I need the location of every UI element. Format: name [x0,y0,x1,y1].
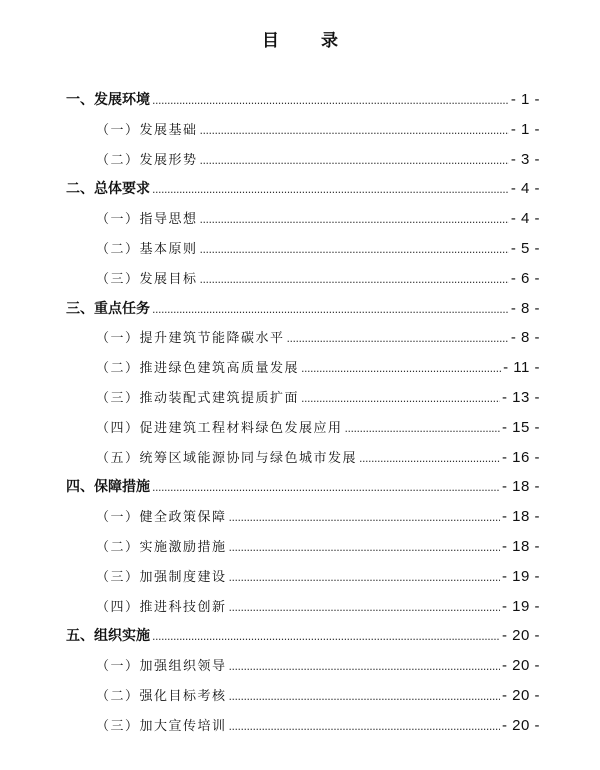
toc-page-number: - 16 - [501,448,540,466]
toc-dot-leader [200,213,509,226]
toc-entry-label: （二）强化目标考核 [96,689,227,704]
toc-page-number: - 19 - [501,567,540,585]
toc-subsection-entry[interactable] [96,268,540,288]
toc-subsection-entry[interactable] [96,149,540,169]
toc-entry-label: 五、组织实施 [66,628,150,645]
toc-subsection-entry[interactable] [96,715,540,735]
toc-page-number: - 18 - [501,538,540,555]
toc-page-number: - 5 - [510,240,540,257]
toc-entry-label: （二）发展形势 [96,152,198,168]
toc-dot-leader [229,511,500,524]
toc-dot-leader [229,601,500,614]
toc-entry-label: 三、重点任务 [66,300,150,317]
toc-page-number: - 1 - [510,91,540,108]
toc-page-number: - 18 - [501,508,540,526]
toc-entry-label: （二）推进绿色建筑高质量发展 [96,361,300,377]
toc-dot-leader [287,332,509,345]
toc-page-number: - 20 - [501,657,540,675]
toc-section-entry[interactable] [66,89,540,109]
toc-subsection-entry[interactable] [96,327,540,347]
toc-entry-label: （三）加强制度建设 [96,569,227,585]
toc-page-number: - 18 - [501,478,540,496]
toc-entry-label: （四）推进科技创新 [96,599,227,615]
toc-subsection-entry[interactable] [96,596,540,616]
toc-subsection-entry[interactable] [96,417,540,437]
toc-subsection-entry[interactable] [96,685,540,705]
toc-entry-label: （三）加大宣传培训 [96,718,227,734]
toc-subsection-entry[interactable] [96,655,540,675]
toc-subsection-entry[interactable] [96,566,540,586]
toc-subsection-entry[interactable] [96,119,540,139]
toc-page-number: - 4 - [510,180,540,198]
toc-dot-leader [152,481,500,494]
toc-page-number: - 3 - [510,150,540,168]
toc-dot-leader [200,243,509,256]
toc-page-number: - 20 - [501,627,540,645]
toc-section-entry[interactable] [66,298,540,318]
toc-dot-leader [200,154,509,167]
toc-page-number: - 1 - [510,120,540,138]
toc-entry-label: （四）促进建筑工程材料绿色发展应用 [96,420,343,436]
toc-page-number: - 15 - [501,418,540,436]
toc-dot-leader [200,273,509,286]
toc-page-number: - 8 - [510,329,540,347]
toc-page-number: - 19 - [501,597,540,615]
toc-title: 目 录 [262,31,356,51]
toc-entry-label: （二）基本原则 [96,242,198,257]
toc-dot-leader [345,422,500,435]
toc-subsection-entry[interactable] [96,238,540,258]
toc-dot-leader [229,690,500,703]
toc-entry-label: （一）健全政策保障 [96,510,227,526]
toc-entry-label: 一、发展环境 [66,92,150,108]
toc-dot-leader [359,452,500,465]
toc-entry-label: 四、保障措施 [66,479,150,496]
toc-section-entry[interactable] [66,476,540,496]
toc-entry-label: （二）实施激励措施 [96,540,227,555]
toc-entry-label: （三）发展目标 [96,271,198,287]
toc-dot-leader [152,303,509,316]
toc-page-number: - 20 - [501,716,540,734]
toc-page-number: - 4 - [510,210,540,228]
toc-page-number: - 6 - [510,269,540,287]
toc-entry-label: 二、总体要求 [66,181,150,198]
toc-dot-leader [200,124,509,137]
toc-dot-leader [229,571,500,584]
toc-dot-leader [229,660,500,673]
toc-dot-leader [152,183,509,196]
toc-subsection-entry[interactable] [96,536,540,556]
toc-entry-label: （一）发展基础 [96,122,198,138]
toc-dot-leader [152,94,509,107]
toc-page-number: - 8 - [510,299,540,317]
toc-page-number: - 20 - [501,687,540,704]
toc-dot-leader [301,362,501,375]
toc-section-entry[interactable] [66,178,540,198]
toc-dot-leader [229,720,500,733]
toc-entry-label: （三）推动装配式建筑提质扩面 [96,391,300,406]
toc-page-number: - 13 - [501,389,540,406]
toc-dot-leader [152,630,500,643]
toc-subsection-entry[interactable] [96,357,540,377]
toc-subsection-entry[interactable] [96,447,540,467]
toc-dot-leader [301,392,500,405]
toc-subsection-entry[interactable] [96,387,540,407]
toc-dot-leader [229,541,500,554]
toc-entry-label: （五）统筹区域能源协同与绿色城市发展 [96,450,358,466]
toc-page-number: - 11 - [503,359,540,377]
toc-section-entry[interactable] [66,625,540,645]
toc-entry-label: （一）指导思想 [96,212,198,228]
toc-subsection-entry[interactable] [96,208,540,228]
toc-entry-label: （一）提升建筑节能降碳水平 [96,331,285,347]
toc-entry-label: （一）加强组织领导 [96,659,227,675]
toc-subsection-entry[interactable] [96,506,540,526]
